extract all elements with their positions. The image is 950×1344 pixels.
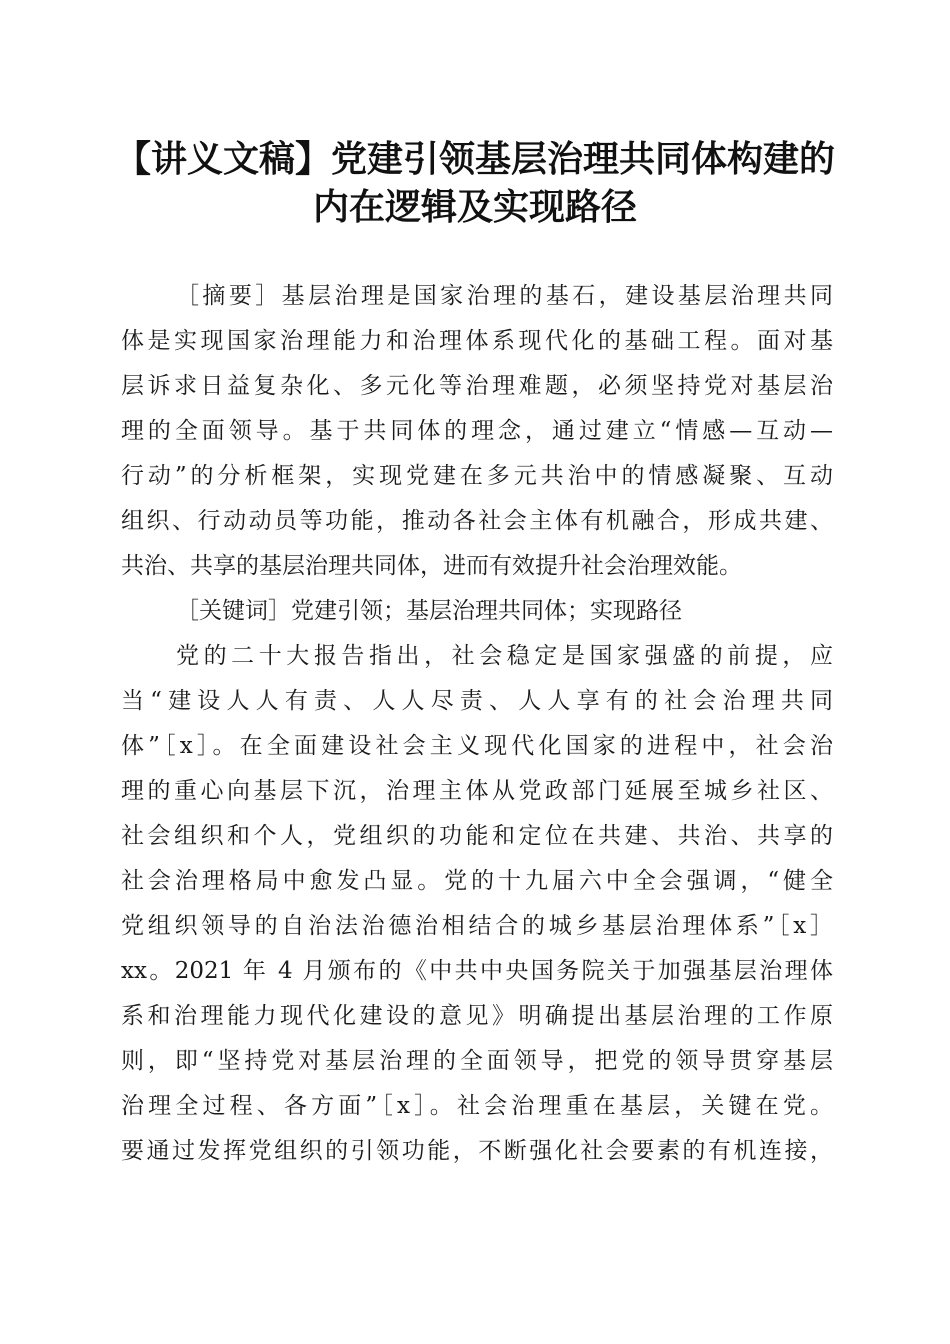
abstract-line: 共治、共享的基层治理共同体，进而有效提升社会治理效能。 (121, 553, 742, 579)
body-line: 则，即“坚持党对基层治理的全面领导，把党的领导贯穿基层 (121, 1048, 833, 1074)
abstract-line: 理的全面领导。基于共同体的理念，通过建立“情感—互动— (121, 418, 833, 444)
body-line: 治理全过程、各方面”［x］。社会治理重在基层，关键在党。 (121, 1093, 833, 1119)
body-line: 当“建设人人有责、人人尽责、人人享有的社会治理共同 (121, 688, 833, 714)
body-line: 党组织领导的自治法治德治相结合的城乡基层治理体系”［x］ (121, 913, 833, 939)
body-line: 要通过发挥党组织的引领功能，不断强化社会要素的有机连接， (121, 1138, 833, 1164)
body-line: 社会组织和个人，党组织的功能和定位在共建、共治、共享的 (121, 823, 833, 849)
abstract-line: ［摘要］基层治理是国家治理的基石，建设基层治理共同 (176, 283, 833, 309)
body-line: 社会治理格局中愈发凸显。党的十九届六中全会强调，“健全 (121, 868, 833, 894)
document-title-line-1: 【讲义文稿】党建引领基层治理共同体构建的 (114, 139, 835, 180)
abstract-line: 组织、行动动员等功能，推动各社会主体有机融合，形成共建、 (121, 508, 833, 534)
document-title-line-2: 内在逻辑及实现路径 (312, 187, 637, 228)
abstract-line: 体是实现国家治理能力和治理体系现代化的基础工程。面对基 (121, 328, 833, 354)
body-line: 理的重心向基层下沉，治理主体从党政部门延展至城乡社区、 (121, 778, 833, 804)
body-line: 党的二十大报告指出，社会稳定是国家强盛的前提，应 (176, 643, 833, 669)
abstract-line: 层诉求日益复杂化、多元化等治理难题，必须坚持党对基层治 (121, 373, 833, 399)
body-line: 体”［x］。在全面建设社会主义现代化国家的进程中，社会治 (121, 733, 833, 759)
abstract-line: 行动”的分析框架，实现党建在多元共治中的情感凝聚、互动 (121, 463, 833, 489)
body-line: 系和治理能力现代化建设的意见》明确提出基层治理的工作原 (121, 1003, 833, 1029)
body-line: xx。2021 年 4 月颁布的《中共中央国务院关于加强基层治理体 (121, 958, 833, 984)
keywords-line: ［关键词］党建引领；基层治理共同体；实现路径 (176, 598, 682, 624)
